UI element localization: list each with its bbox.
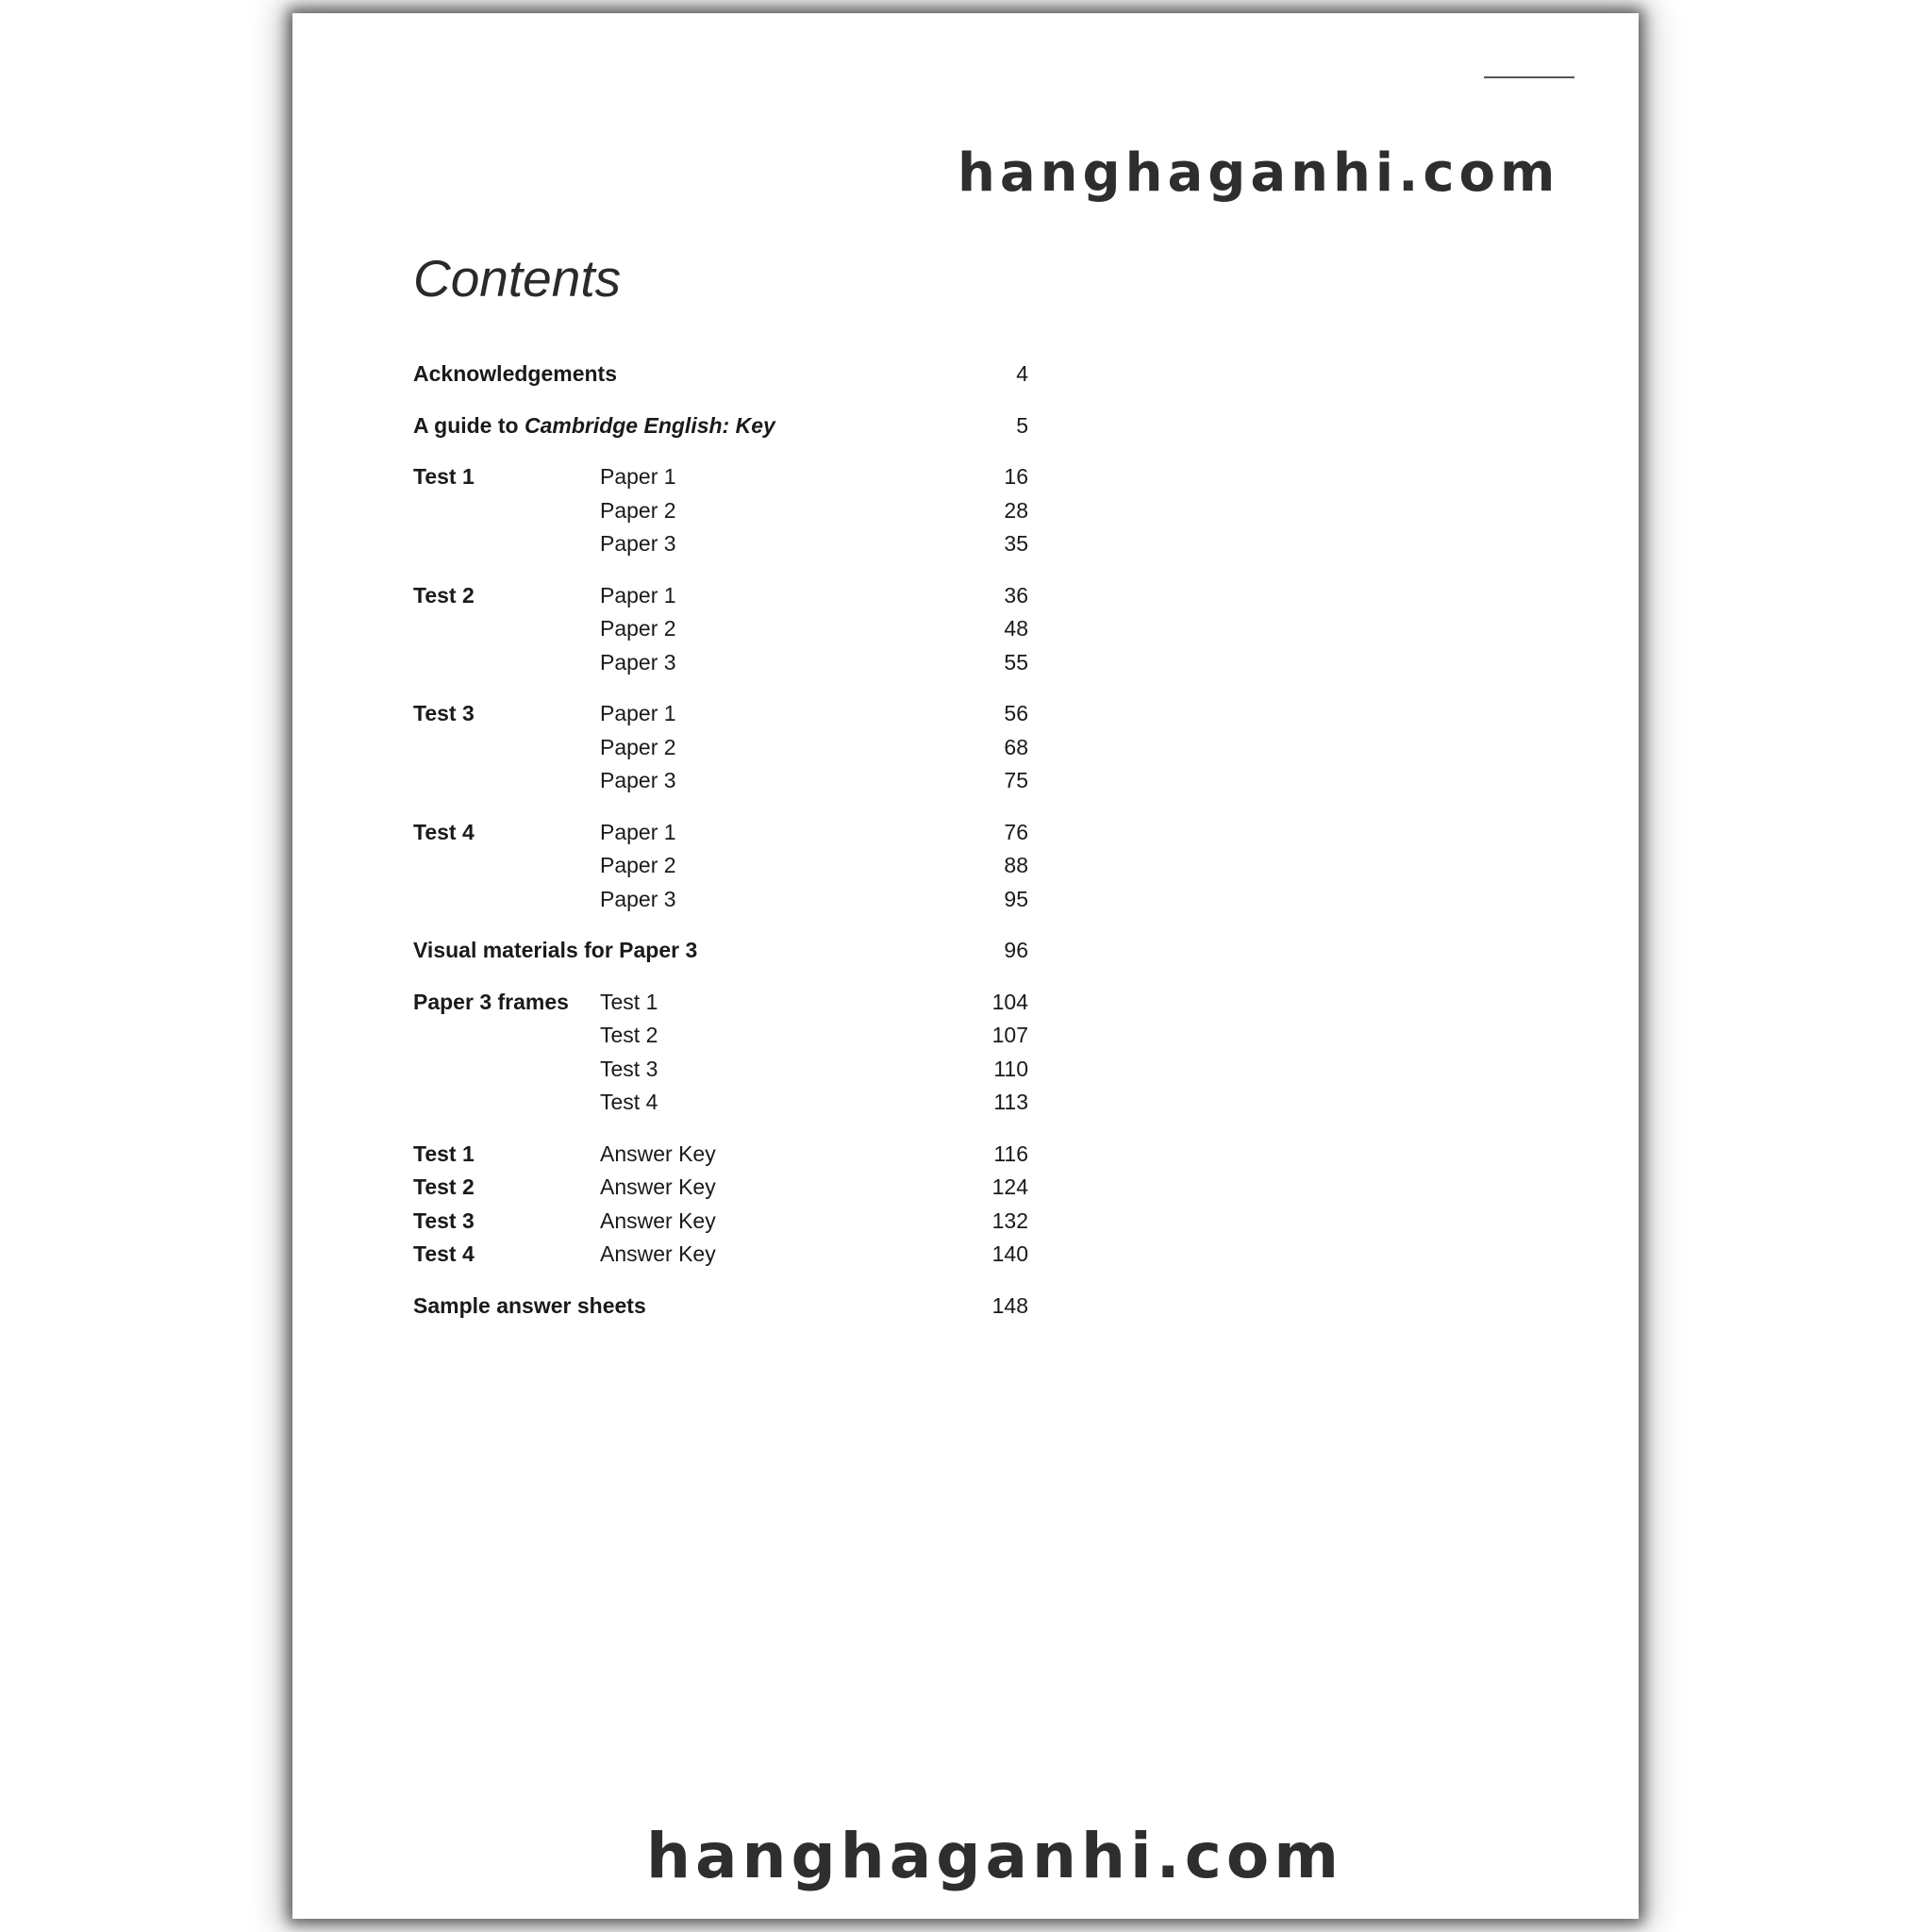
toc-section-italic: Cambridge English: Key — [524, 412, 775, 438]
toc-section-text: Test 2 — [413, 1174, 475, 1199]
toc-subsection: Answer Key — [600, 1208, 716, 1233]
toc-page-number: 148 — [991, 1292, 1028, 1318]
table-of-contents — [413, 358, 1028, 1341]
toc-section-text: Test 3 — [413, 1208, 475, 1233]
toc-subsection: Paper 1 — [600, 819, 676, 844]
toc-page-number: 107 — [991, 1023, 1028, 1047]
toc-subsection: Paper 2 — [600, 734, 676, 759]
toc-row — [413, 646, 1028, 680]
page-title: Contents — [413, 249, 622, 308]
toc-subsection: Paper 1 — [600, 464, 676, 489]
toc-subsection: Answer Key — [600, 1241, 716, 1266]
toc-group — [413, 934, 1028, 968]
toc-row — [413, 731, 1028, 765]
toc-section-title — [413, 1205, 475, 1239]
toc-group — [413, 358, 1028, 391]
toc-section-title — [413, 697, 475, 731]
toc-page-number: 124 — [991, 1174, 1028, 1199]
toc-page-number: 110 — [993, 1056, 1028, 1081]
toc-section-text: Test 4 — [413, 819, 475, 844]
toc-subsection: Answer Key — [600, 1174, 716, 1199]
toc-subsection: Paper 1 — [600, 701, 676, 725]
toc-group — [413, 816, 1028, 917]
toc-row — [413, 1086, 1028, 1120]
toc-page-number: 5 — [1016, 412, 1028, 438]
toc-subsection: Paper 3 — [600, 886, 676, 911]
toc-section-text: Test 3 — [413, 701, 475, 725]
toc-subsection: Test 2 — [600, 1023, 658, 1047]
toc-subsection: Answer Key — [600, 1141, 716, 1166]
toc-row — [413, 1171, 1028, 1205]
toc-section-text: Acknowledgements — [413, 361, 617, 386]
toc-section-text: Test 2 — [413, 582, 475, 608]
toc-page-number: 96 — [1004, 938, 1028, 962]
toc-row — [413, 1238, 1028, 1272]
toc-subsection: Paper 3 — [600, 649, 676, 675]
toc-subsection: Test 1 — [600, 989, 658, 1014]
toc-page-number: 132 — [991, 1208, 1028, 1233]
toc-section-title — [413, 1138, 475, 1172]
book-page — [292, 13, 1639, 1919]
toc-row — [413, 1019, 1028, 1053]
toc-group — [413, 579, 1028, 680]
toc-group — [413, 460, 1028, 561]
toc-subsection: Paper 2 — [600, 853, 676, 877]
watermark-bottom: hanghaganhi.com — [646, 1820, 1343, 1892]
toc-section-text: Visual materials for Paper 3 — [413, 938, 698, 962]
toc-page-number: 28 — [1004, 497, 1028, 523]
toc-section-text: Paper 3 frames — [413, 989, 569, 1014]
toc-row — [413, 816, 1028, 850]
toc-group — [413, 1138, 1028, 1272]
toc-row — [413, 764, 1028, 798]
toc-group — [413, 409, 1028, 443]
toc-section-text: A guide to — [413, 412, 525, 438]
toc-section-title — [413, 1290, 646, 1324]
toc-page-number: 113 — [993, 1090, 1028, 1114]
toc-section-title — [413, 1171, 475, 1205]
toc-page-number: 56 — [1004, 701, 1028, 725]
toc-section-title — [413, 934, 697, 968]
toc-page-number: 116 — [993, 1141, 1028, 1166]
toc-group — [413, 1290, 1028, 1324]
toc-row — [413, 1138, 1028, 1172]
toc-row — [413, 849, 1028, 883]
toc-page-number: 68 — [1004, 734, 1028, 759]
toc-section-title — [413, 986, 569, 1020]
toc-page-number: 75 — [1004, 768, 1028, 792]
toc-row — [413, 697, 1028, 731]
toc-page-number: 55 — [1004, 649, 1028, 675]
toc-subsection: Test 3 — [600, 1056, 658, 1081]
toc-page-number: 35 — [1004, 531, 1028, 556]
watermark-top: hanghaganhi.com — [958, 142, 1560, 204]
toc-group — [413, 986, 1028, 1120]
toc-row — [413, 579, 1028, 613]
toc-row — [413, 883, 1028, 917]
toc-section-title — [413, 358, 617, 391]
toc-row — [413, 934, 1028, 968]
header-rule — [1484, 76, 1574, 78]
toc-group — [413, 697, 1028, 798]
toc-section-title — [413, 409, 775, 443]
toc-section-title — [413, 816, 475, 850]
toc-row — [413, 460, 1028, 494]
toc-row — [413, 409, 1028, 443]
toc-row — [413, 494, 1028, 528]
toc-page-number: 36 — [1004, 582, 1028, 608]
toc-page-number: 16 — [1004, 464, 1028, 489]
toc-page-number: 4 — [1016, 361, 1028, 386]
toc-page-number: 88 — [1004, 853, 1028, 877]
toc-row — [413, 358, 1028, 391]
toc-page-number: 140 — [991, 1241, 1028, 1266]
toc-section-title — [413, 460, 475, 494]
toc-page-number: 48 — [1004, 616, 1028, 641]
toc-subsection: Paper 2 — [600, 616, 676, 641]
toc-page-number: 95 — [1004, 886, 1028, 911]
toc-section-title — [413, 1238, 475, 1272]
toc-row — [413, 1053, 1028, 1087]
toc-row — [413, 1205, 1028, 1239]
toc-subsection: Paper 1 — [600, 582, 676, 608]
toc-page-number: 76 — [1004, 819, 1028, 844]
toc-row — [413, 1290, 1028, 1324]
toc-subsection: Paper 3 — [600, 531, 676, 556]
toc-section-text: Test 4 — [413, 1241, 475, 1266]
toc-section-text: Test 1 — [413, 1141, 475, 1166]
toc-section-text: Test 1 — [413, 464, 475, 489]
toc-subsection: Paper 2 — [600, 497, 676, 523]
toc-page-number: 104 — [991, 989, 1028, 1014]
toc-section-text: Sample answer sheets — [413, 1292, 646, 1318]
toc-section-title — [413, 579, 475, 613]
toc-row — [413, 527, 1028, 561]
toc-subsection: Test 4 — [600, 1090, 658, 1114]
toc-subsection: Paper 3 — [600, 768, 676, 792]
toc-row — [413, 986, 1028, 1020]
toc-row — [413, 612, 1028, 646]
